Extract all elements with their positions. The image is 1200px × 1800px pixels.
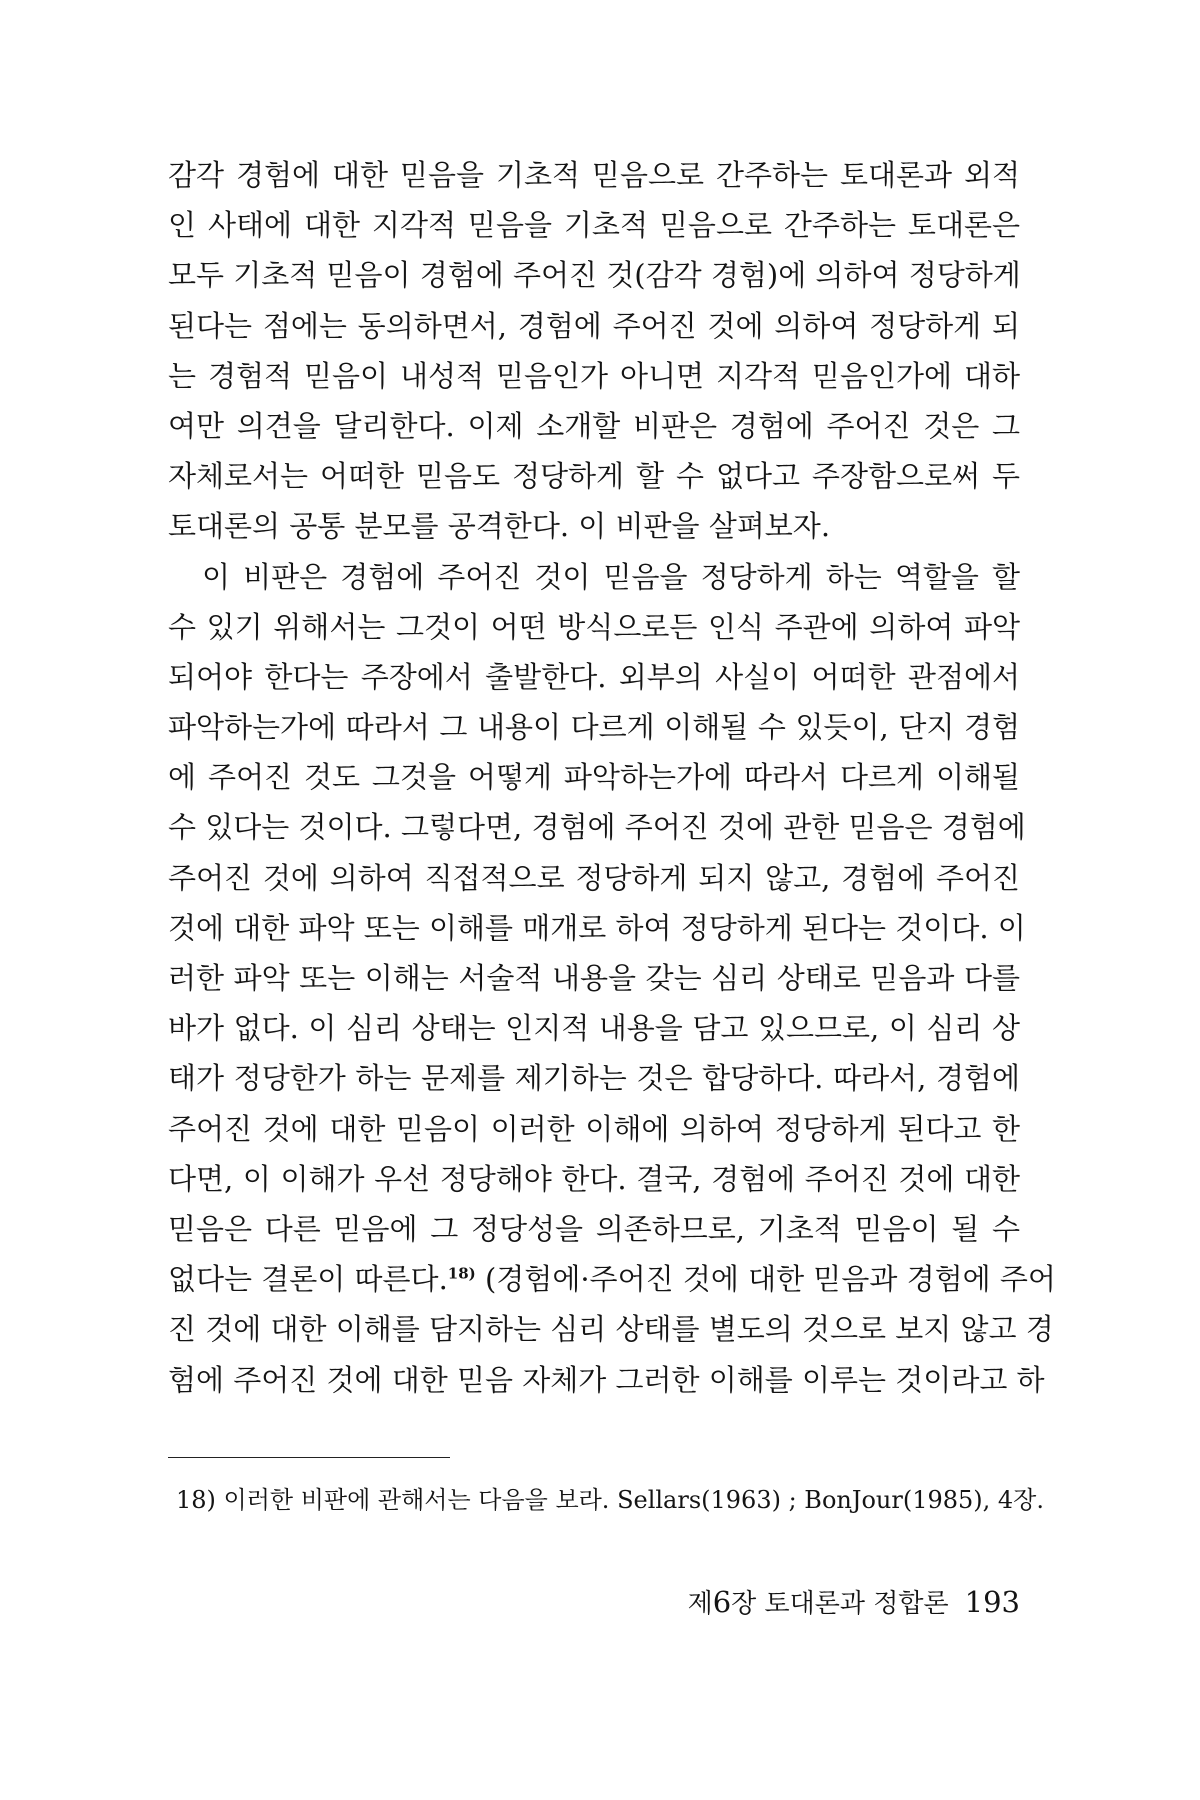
text-line: 인 사태에 대한 지각적 믿음을 기초적 믿음으로 간주하는 토대론은 xyxy=(168,208,1020,243)
text-line: 여만 의견을 달리한다. 이제 소개할 비판은 경험에 주어진 것은 그 xyxy=(168,408,1020,443)
page-number: 193 xyxy=(964,1585,1020,1619)
text-line: 믿음은 다른 믿음에 그 정당성을 의존하므로, 기초적 믿음이 될 수 xyxy=(168,1211,1020,1246)
text-line: 진 것에 대한 이해를 담지하는 심리 상태를 별도의 것으로 보지 않고 경 xyxy=(168,1312,1054,1347)
body-text xyxy=(168,150,1056,1405)
text-line: 는 경험적 믿음이 내성적 믿음인가 아니면 지각적 믿음인가에 대하 xyxy=(168,358,1020,393)
chapter-prefix: 제 xyxy=(687,1589,713,1619)
text-line: 수 있다는 것이다. 그렇다면, 경험에 주어진 것에 관한 믿음은 경험에 xyxy=(168,810,1026,845)
text-line: 감각 경험에 대한 믿음을 기초적 믿음으로 간주하는 토대론과 외적 xyxy=(168,158,1020,192)
text-line: 된다는 점에는 동의하면서, 경험에 주어진 것에 의하여 정당하게 되 xyxy=(168,308,1020,343)
chapter-title: 장 토대론과 정합론 xyxy=(731,1589,949,1619)
text-line: 주어진 것에 대한 믿음이 이러한 이해에 의하여 정당하게 된다고 한 xyxy=(168,1111,1020,1146)
text-line: 험에 주어진 것에 대한 믿음 자체가 그러한 이해를 이루는 것이라고 하 xyxy=(168,1362,1045,1397)
text-line: 이 비판은 경험에 주어진 것이 믿음을 정당하게 하는 역할을 할 xyxy=(202,559,1020,594)
text-line: 자체로서는 어떠한 믿음도 정당하게 할 수 없다고 주장함으로써 두 xyxy=(168,459,1020,494)
text-line: 모두 기초적 믿음이 경험에 주어진 것(감각 경험)에 의하여 정당하게 xyxy=(168,258,1021,293)
text-line: 다면, 이 이해가 우선 정당해야 한다. 결국, 경험에 주어진 것에 대한 xyxy=(168,1161,1020,1196)
text-line: 수 있기 위해서는 그것이 어떤 방식으로든 인식 주관에 의하여 파악 xyxy=(168,609,1020,644)
text-line: 주어진 것에 의하여 직접적으로 정당하게 되지 않고, 경험에 주어진 xyxy=(168,860,1020,895)
text-fragment: (경험에·주어진 것에 대한 믿음과 경험에 주어 xyxy=(475,1262,1056,1297)
text-line: 바가 없다. 이 심리 상태는 인지적 내용을 담고 있으므로, 이 심리 상 xyxy=(168,1011,1020,1046)
text-line: 에 주어진 것도 그것을 어떻게 파악하는가에 따라서 다르게 이해될 xyxy=(168,760,1020,795)
text-line: 파악하는가에 따라서 그 내용이 다르게 이해될 수 있듯이, 단지 경험 xyxy=(168,710,1020,745)
footnote-divider xyxy=(168,1457,450,1458)
text-line: 되어야 한다는 주장에서 출발한다. 외부의 사실이 어떠한 관점에서 xyxy=(168,659,1020,694)
text-line: 것에 대한 파악 또는 이해를 매개로 하여 정당하게 된다는 것이다. 이 xyxy=(168,910,1026,945)
chapter-number: 6 xyxy=(712,1585,732,1619)
footnote-text: 18) 이러한 비판에 관해서는 다음을 보라. Sellars(1963) ; BonJour(1985), 4장. xyxy=(176,1486,1044,1514)
footnote-marker[interactable]: 18) xyxy=(447,1264,476,1283)
text-line: 태가 정당한가 하는 문제를 제기하는 것은 합당하다. 따라서, 경험에 xyxy=(168,1061,1020,1096)
footnote xyxy=(176,1484,1044,1516)
text-line: 러한 파악 또는 이해는 서술적 내용을 갖는 심리 상태로 믿음과 다를 xyxy=(168,961,1020,995)
text-fragment: 없다는 결론이 따른다. xyxy=(168,1262,448,1297)
text-line-with-footnote xyxy=(168,1254,1056,1304)
running-footer xyxy=(680,1585,1020,1621)
text-line: 토대론의 공통 분모를 공격한다. 이 비판을 살펴보자. xyxy=(168,509,831,544)
